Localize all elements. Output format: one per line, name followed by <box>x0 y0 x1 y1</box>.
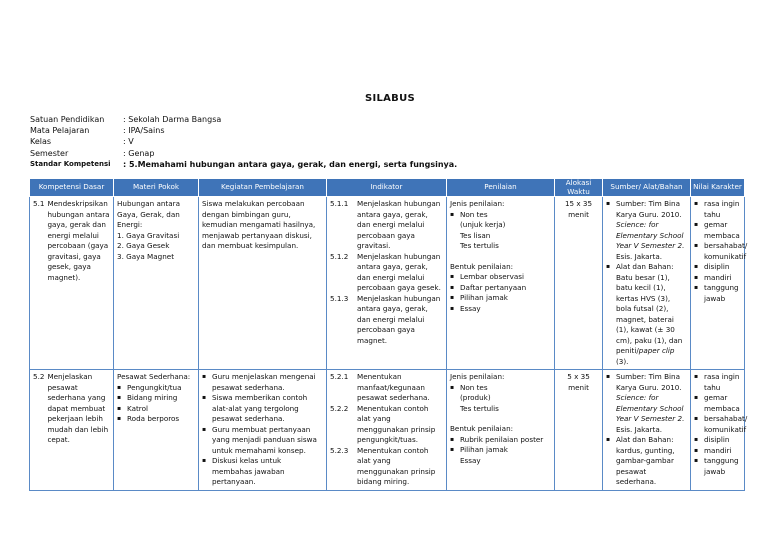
kd-number: 5.2 <box>33 372 45 381</box>
list-item: Tes lisan <box>460 230 491 240</box>
bullet-icon: ▪ <box>694 273 699 281</box>
alat-bahan-text: Alat dan Bahan: kardus, gunting, gambar-gambar pesawat sederhana. <box>616 435 675 486</box>
cell-sumber <box>603 370 691 491</box>
meta-key: Satuan Pendidikan <box>30 115 105 124</box>
cell-kompetensi-dasar <box>30 197 114 370</box>
bullet-icon: ▪ <box>202 457 207 464</box>
cell-alokasi-waktu <box>555 370 603 491</box>
header-alokasi-waktu: Alokasi Waktu <box>555 179 603 197</box>
indicator-text: Menentukan contoh alat yang menggunakan prinsip pengungkit/tuas. <box>357 403 436 444</box>
indicator-text: Menjelaskan hubungan antara gaya, gerak, dan energi melalui percobaan gaya gravitasi. <box>357 199 441 250</box>
cell-nilai-karakter <box>691 370 748 491</box>
bullet-icon: ▪ <box>694 436 699 443</box>
meta-mata-pelajaran <box>30 125 457 136</box>
cell-indikator <box>327 197 447 370</box>
list-item: mandiri <box>704 445 732 455</box>
list-item: Diskusi kelas untuk membahas jawaban pertanyaan. <box>212 456 285 486</box>
syllabus-metadata <box>30 114 457 170</box>
meta-key: Semester <box>30 148 69 158</box>
indicator-number: 5.2.2 <box>330 403 349 413</box>
materi-intro: Pesawat Sederhana: <box>117 372 191 381</box>
list-item: Guru menjelaskan mengenai pesawat sederhana. <box>212 372 316 392</box>
alokasi-unit: menit <box>568 209 589 219</box>
list-item: rasa ingin tahu <box>704 372 740 392</box>
list-item: rasa ingin tahu <box>704 199 740 219</box>
cell-materi-pokok <box>114 197 199 370</box>
sumber-publisher: Esis. Jakarta. <box>616 424 663 434</box>
bullet-icon: ▪ <box>694 394 699 401</box>
list-item: Lembar observasi <box>460 272 524 281</box>
meta-key: Standar Kompetensi <box>30 159 111 168</box>
meta-value: : Genap <box>123 148 155 158</box>
header-indikator: Indikator <box>327 179 447 197</box>
list-item: Non tes <box>460 209 488 219</box>
penilaian-bentuk-label: Bentuk penilaian: <box>450 424 514 433</box>
bullet-icon: ▪ <box>202 425 207 433</box>
list-item: Roda berporos <box>127 414 180 423</box>
list-item: Siswa memberikan contoh alat-alat yang tergolong pesawat sederhana. <box>212 393 308 423</box>
list-item: 3. Gaya Magnet <box>117 251 175 261</box>
cell-kegiatan-pembelajaran <box>199 370 327 491</box>
kegiatan-text: Siswa melakukan percobaan dengan bimbingan guru, kemudian mengamati hasilnya, menjawab pertanyaan diskusi, dan membuat kesimpulan. <box>202 199 316 250</box>
sumber-publisher: Esis. Jakarta. <box>616 251 663 261</box>
table-row <box>30 370 745 491</box>
page-title: SILABUS <box>364 93 416 104</box>
list-item: disiplin <box>704 262 730 271</box>
indicator-number: 5.2.1 <box>330 372 349 381</box>
cell-materi-pokok <box>114 370 199 491</box>
alokasi-value: 5 x 35 <box>567 372 590 381</box>
kd-number: 5.1 <box>33 199 45 208</box>
cell-indikator <box>327 370 447 491</box>
indicator-text: Menjelaskan hubungan antara gaya, gerak, dan energi melalui percobaan gaya gesek. <box>357 251 441 292</box>
bullet-icon: ▪ <box>606 373 611 380</box>
bullet-icon: ▪ <box>117 394 122 401</box>
list-item: gemar membaca <box>704 220 740 240</box>
bullet-icon: ▪ <box>606 436 611 443</box>
bullet-icon: ▪ <box>694 284 699 291</box>
alokasi-value: 15 x 35 <box>564 199 593 208</box>
list-item: bersahabat/ komunikatif <box>704 241 748 261</box>
bullet-icon: ▪ <box>117 404 122 412</box>
kd-text: Mendeskripsikan hubungan antara gaya, gerak dan energi melalui percobaan (gaya gravitasi, gaya gesek, gaya magnet). <box>47 199 110 282</box>
meta-kelas <box>30 136 457 147</box>
penilaian-jenis-label: Jenis penilaian: <box>450 372 505 381</box>
cell-alokasi-waktu <box>555 197 603 370</box>
bullet-icon: ▪ <box>694 446 699 454</box>
bullet-icon: ▪ <box>694 373 699 380</box>
bullet-icon: ▪ <box>450 210 455 218</box>
indicator-number: 5.1.3 <box>330 293 349 303</box>
list-item: (produk) <box>460 393 491 402</box>
syllabus-table <box>29 178 748 491</box>
penilaian-jenis-label: Jenis penilaian: <box>450 199 505 208</box>
indicator-number: 5.1.2 <box>330 251 349 261</box>
meta-key: Kelas <box>30 137 52 147</box>
bullet-icon: ▪ <box>450 273 455 280</box>
meta-value: : Sekolah Darma Bangsa <box>123 115 222 124</box>
sumber-reference <box>616 372 687 435</box>
bullet-icon: ▪ <box>606 200 611 207</box>
penilaian-bentuk-label: Bentuk penilaian: <box>450 261 514 271</box>
bullet-icon: ▪ <box>117 383 122 391</box>
alokasi-unit: menit <box>568 382 589 392</box>
cell-nilai-karakter <box>691 197 748 370</box>
bullet-icon: ▪ <box>450 294 455 301</box>
bullet-icon: ▪ <box>450 383 455 391</box>
list-item: Pengungkit/tua <box>127 382 182 392</box>
meta-key: Mata Pelajaran <box>30 126 90 136</box>
indicator-number: 5.2.3 <box>330 445 349 455</box>
cell-kegiatan-pembelajaran <box>199 197 327 370</box>
bullet-icon: ▪ <box>450 435 455 443</box>
list-item: 2. Gaya Gesek <box>117 241 170 250</box>
bullet-icon: ▪ <box>694 221 699 228</box>
header-kegiatan-pembelajaran: Kegiatan Pembelajaran <box>199 179 327 197</box>
list-item: Tes tertulis <box>460 241 499 250</box>
alat-bahan-italic: paper clip <box>638 346 675 355</box>
list-item: Daftar pertanyaan <box>460 282 527 292</box>
list-item: Katrol <box>127 403 149 413</box>
indicator-text: Menjelaskan hubungan antara gaya, gerak, dan energi melalui percobaan gaya magnet. <box>357 293 441 345</box>
list-item: 1. Gaya Gravitasi <box>117 230 180 240</box>
bullet-icon: ▪ <box>694 200 699 207</box>
bullet-icon: ▪ <box>606 263 611 270</box>
cell-sumber <box>603 197 691 370</box>
list-item: Pilihan jamak <box>460 445 508 454</box>
list-item: bersahabat/ komunikatif <box>704 414 748 434</box>
cell-penilaian <box>447 370 555 491</box>
meta-value: : V <box>123 137 134 147</box>
meta-standar-kompetensi <box>30 159 457 170</box>
indicator-text: Menentukan manfaat/kegunaan pesawat sederhana. <box>357 372 430 402</box>
meta-satuan-pendidikan <box>30 114 457 125</box>
list-item: mandiri <box>704 272 732 282</box>
sumber-book-title: Science: for Elementary School Year V Semester 2. <box>616 220 685 250</box>
list-item: Bidang miring <box>127 393 178 402</box>
list-item: Non tes <box>460 382 488 392</box>
list-item: gemar membaca <box>704 393 740 413</box>
list-item: tanggung jawab <box>704 283 739 303</box>
list-item: disiplin <box>704 435 730 444</box>
header-sumber-alat-bahan: Sumber/ Alat/Bahan <box>603 179 691 197</box>
sumber-text: Sumber: Tim Bina Karya Guru. 2010. <box>616 199 682 219</box>
bullet-icon: ▪ <box>117 415 122 422</box>
bullet-icon: ▪ <box>694 457 699 464</box>
indicator-number: 5.1.1 <box>330 199 349 208</box>
list-item: Guru membuat pertanyaan yang menjadi panduan siswa untuk memahami konsep. <box>212 424 317 455</box>
bullet-icon: ▪ <box>694 415 699 422</box>
table-header-row <box>30 179 745 197</box>
bullet-icon: ▪ <box>202 373 207 380</box>
meta-value: : IPA/Sains <box>123 126 165 136</box>
meta-value: : 5.Memahami hubungan antara gaya, gerak, dan energi, serta fungsinya. <box>123 159 458 169</box>
bullet-icon: ▪ <box>694 242 699 249</box>
kd-text: Menjelaskan pesawat sederhana yang dapat membuat pekerjaan lebih mudah dan lebih cepat. <box>47 372 109 444</box>
cell-kompetensi-dasar <box>30 370 114 491</box>
list-item: Pilihan jamak <box>460 293 508 302</box>
alat-bahan-text: Alat dan Bahan: Batu besar (1), batu kecil (1), kertas HVS (3), bola futsal (2), magnet, baterai (1), kawat (± 30 cm), paku (1), dan peniti/ <box>616 262 683 355</box>
alat-bahan <box>616 262 687 367</box>
list-item: Essay <box>460 455 481 465</box>
bullet-icon: ▪ <box>450 304 455 312</box>
indicator-text: Menentukan contoh alat yang menggunakan prinsip bidang miring. <box>357 445 436 486</box>
sumber-text: Sumber: Tim Bina Karya Guru. 2010. <box>616 372 682 392</box>
header-penilaian: Penilaian <box>447 179 555 197</box>
bullet-icon: ▪ <box>202 394 207 401</box>
bullet-icon: ▪ <box>450 283 455 291</box>
cell-penilaian <box>447 197 555 370</box>
header-materi-pokok: Materi Pokok <box>114 179 199 197</box>
header-nilai-karakter: Nilai Karakter <box>691 179 745 197</box>
list-item: (unjuk kerja) <box>460 220 506 229</box>
header-kompetensi-dasar: Kompetensi Dasar <box>30 179 114 197</box>
list-item: Rubrik penilaian poster <box>460 434 544 444</box>
list-item: Tes tertulis <box>460 403 499 413</box>
table-row <box>30 197 745 370</box>
bullet-icon: ▪ <box>694 263 699 270</box>
alat-bahan-tail: (3). <box>616 356 629 366</box>
sumber-book-title: Science: for Elementary School Year V Semester 2. <box>616 393 685 423</box>
materi-intro: Hubungan antara Gaya, Gerak, dan Energi: <box>117 199 180 229</box>
list-item: tanggung jawab <box>704 456 739 476</box>
list-item: Essay <box>460 303 481 313</box>
bullet-icon: ▪ <box>450 446 455 453</box>
meta-semester <box>30 148 457 159</box>
sumber-reference <box>616 199 687 262</box>
